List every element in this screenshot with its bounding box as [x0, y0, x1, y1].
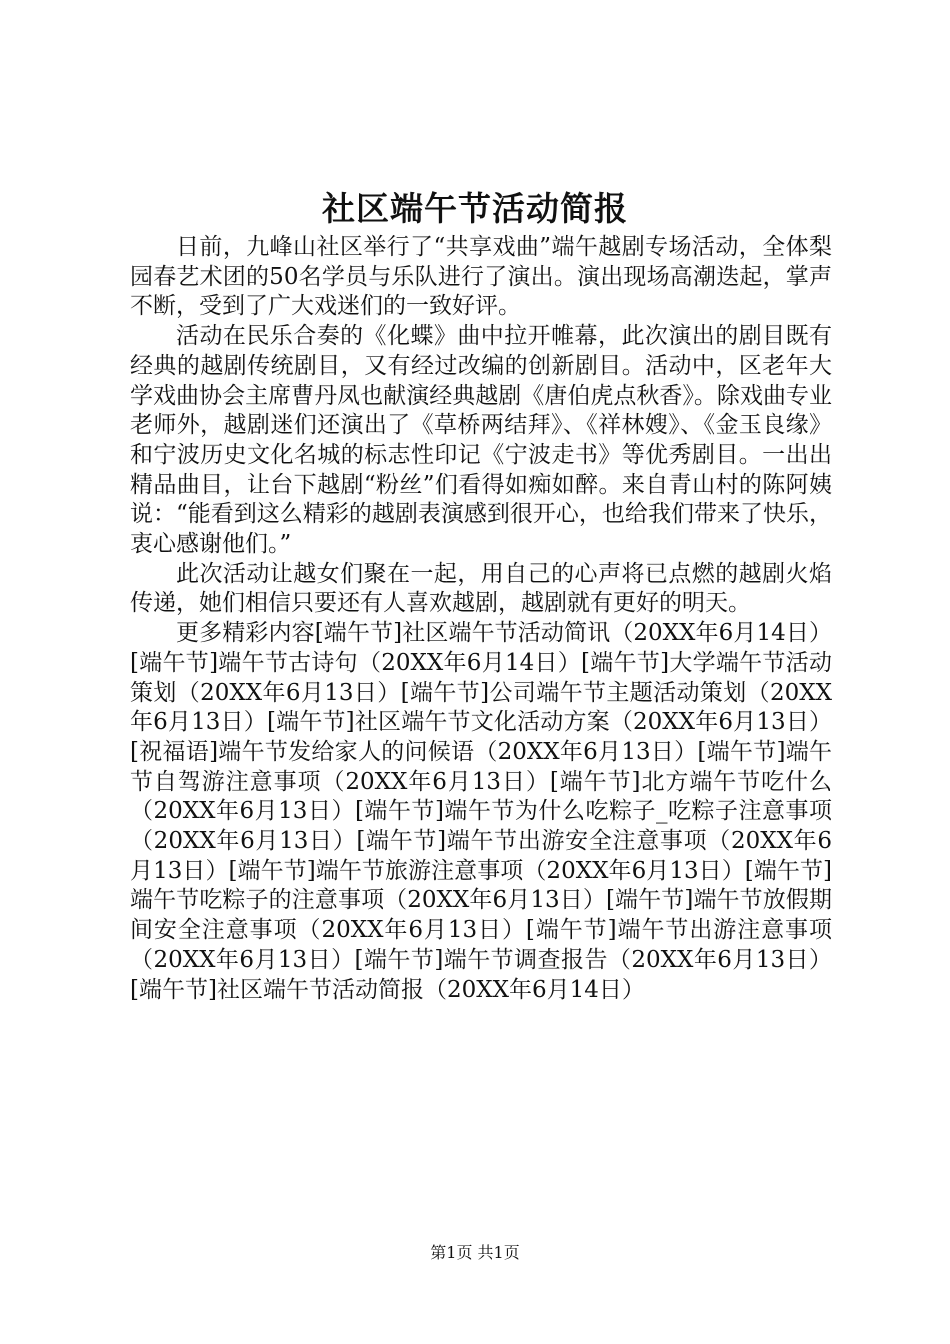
paragraph-closing: 此次活动让越女们聚在一起，用自己的心声将已点燃的越剧火焰传递，她们相信只要还有人喜欢越剧，越剧就有更好的明天。 — [130, 560, 832, 617]
paragraph-intro: 日前，九峰山社区举行了“共享戏曲”端午越剧专场活动，全体梨园春艺术团的50名学员与乐队进行了演出。演出现场高潮迭起，掌声不断，受到了广大戏迷们的一致好评。 — [130, 234, 832, 320]
document-title: 社区端午节活动简报 — [322, 189, 628, 228]
page-number-footer: 第1页 共1页 — [430, 1243, 520, 1262]
document-body — [130, 233, 832, 1005]
paragraph-more-content: 更多精彩内容[端午节]社区端午节活动简讯（20XX年6月14日）[端午节]端午节古诗句（20XX年6月14日）[端午节]大学端午节活动策划（20XX年6月13日）[端午节]公司端午节主题活动策划（20XX年6月13日）[端午节]社区端午节文化活动方案（20XX年6月13日）[祝福语]端午节发给家人的问候语（20XX年6月13日）[端午节]端午节自驾游注意事项（20XX年6月13日）[端午节]北方端午节吃什么（20XX年6月13日）[端午节]端午节为什么吃粽子_吃粽子注意事项（20XX年6月13日）[端午节]端午节出游安全注意事项（20XX年6月13日）[端午节]端午节旅游注意事项（20XX年6月13日）[端午节]端午节吃粽子的注意事项（20XX年6月13日）[端午节]端午节放假期间安全注意事项（20XX年6月13日）[端午节]端午节出游注意事项（20XX年6月13日）[端午节]端午节调查报告（20XX年6月13日）[端午节]社区端午节活动简报（20XX年6月14日） — [130, 620, 832, 1003]
paragraph-program: 活动在民乐合奏的《化蝶》曲中拉开帷幕，此次演出的剧目既有经典的越剧传统剧目，又有经过改编的创新剧目。活动中，区老年大学戏曲协会主席曹丹凤也献演经典越剧《唐伯虎点秋香》。除戏曲专业老师外，越剧迷们还演出了《草桥两结拜》、《祥林嫂》、《金玉良缘》和宁波历史文化名城的标志性印记《宁波走书》等优秀剧目。一出出精品曲目，让台下越剧“粉丝”们看得如痴如醉。来自青山村的陈阿姨说：“能看到这么精彩的越剧表演感到很开心，也给我们带来了快乐，衷心感谢他们。” — [130, 323, 832, 558]
